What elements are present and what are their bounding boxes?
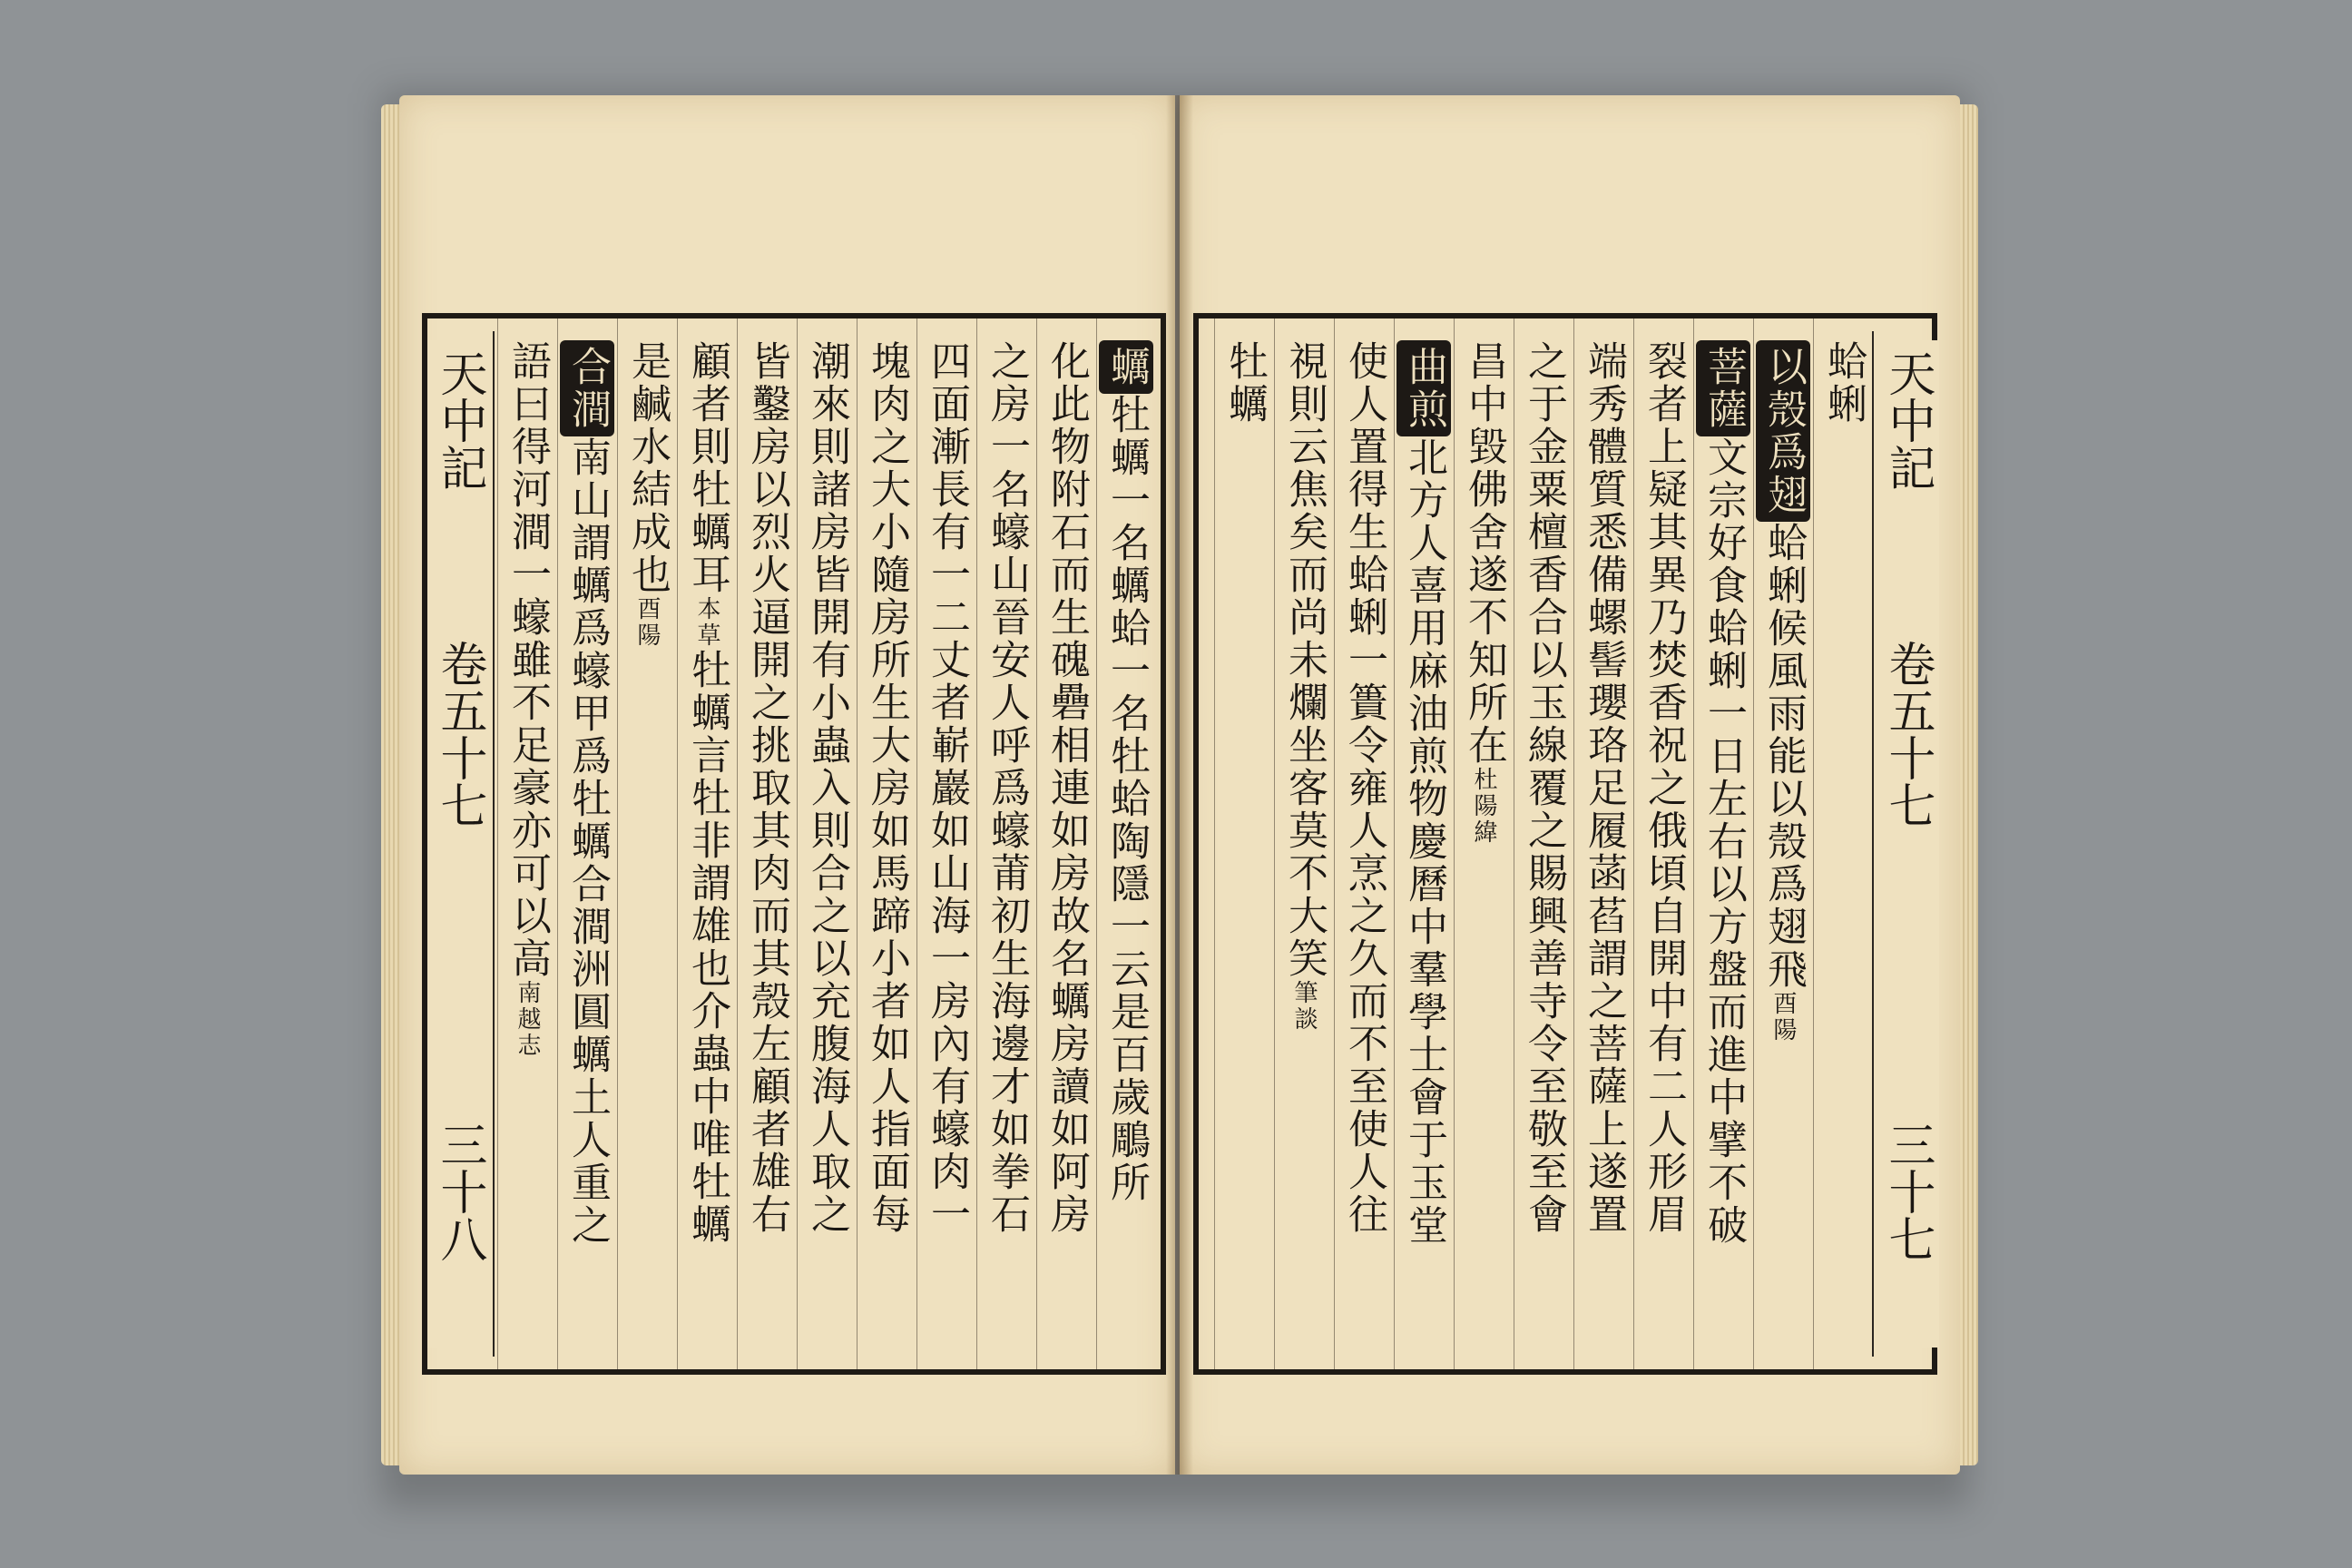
right-column-11: 牡蠣 (1221, 340, 1268, 426)
column-rule (1394, 318, 1395, 1369)
left-column-4: 四面漸長有一二丈者嶄巖如山海一房內有蠔肉一 (924, 340, 970, 1236)
left-column-10-heading: 合澗 (560, 340, 614, 436)
left-column-10: 合澗南山謂蠣爲蠔甲爲牡蠣合澗洲圓蠣土人重之 (560, 340, 614, 1348)
left-column-8: 顧者則牡蠣耳本草牡蠣言牡非謂雄也介蟲中唯牡蠣 (684, 340, 730, 1246)
book-gutter (1166, 95, 1193, 1475)
right-text-frame (1193, 313, 1937, 1375)
right-column-10: 視則云焦矣而尚未爛坐客莫不大笑筆談 (1281, 340, 1328, 1033)
right-column-4: 裂者上疑其異乃焚香祝之俄頃自開中有二人形眉 (1641, 340, 1687, 1236)
left-column-3: 之房一名蠔山晉安人呼爲蠔莆初生海邊才如拳石 (984, 340, 1030, 1236)
right-column-2-heading: 以殼爲翅 (1756, 340, 1810, 522)
column-rule (497, 318, 498, 1369)
right-column-5: 端秀體質悉備螺髻瓔珞足履菡萏謂之菩薩上遂置 (1581, 340, 1627, 1236)
column-rule (916, 318, 917, 1369)
column-rule (1693, 318, 1694, 1369)
column-rule (1454, 318, 1455, 1369)
left-column-6: 潮來則諸房皆開有小蟲入則合之以充腹海人取之 (804, 340, 850, 1236)
left-margin-volume: 卷五十七 (432, 640, 486, 828)
left-column-9: 是鹹水結成也酉陽 (624, 340, 671, 649)
left-column-1-heading: 蠣 (1099, 340, 1153, 394)
left-column-1: 蠣牡蠣一名蠣蛤一名牡蛤陶隱一云是百歲鵰所 (1099, 340, 1153, 1348)
column-rule (1813, 318, 1814, 1369)
right-column-7: 昌中毀佛舍遂不知所在杜陽緯 (1461, 340, 1507, 846)
left-column-5: 塊肉之大小隨房所生大房如馬蹄小者如人指面每 (864, 340, 910, 1236)
right-fold-margin (1876, 340, 1939, 1348)
right-margin-leaf: 三十七 (1880, 1121, 1935, 1262)
column-rule (1633, 318, 1634, 1369)
column-rule (617, 318, 618, 1369)
column-rule (1096, 318, 1097, 1369)
column-rule (976, 318, 977, 1369)
right-column-8: 曲煎北方人喜用麻油煎物慶曆中羣學士會于玉堂 (1396, 340, 1451, 1348)
column-rule (1036, 318, 1037, 1369)
left-column-2: 化此物附石而生磈礨相連如房故名蠣房讀如阿房 (1044, 340, 1090, 1236)
left-fold-rule (493, 331, 495, 1357)
right-column-6: 之于金粟檀香合以玉線覆之賜興善寺令至敬至會 (1521, 340, 1567, 1236)
right-column-3-heading: 菩薩 (1696, 340, 1750, 436)
right-column-2: 以殼爲翅蛤蜊候風雨能以殼爲翅飛酉陽 (1756, 340, 1810, 1348)
left-margin-title: 天中記 (432, 349, 486, 491)
left-column-7: 皆鑿房以烈火逼開之挑取其肉而其殼左顧者雄右 (744, 340, 790, 1236)
right-column-9: 使人置得生蛤蜊一簣令雍人烹之久而不至使人往 (1341, 340, 1387, 1236)
right-column-1: 蛤蜊 (1820, 340, 1867, 426)
column-rule (1214, 318, 1215, 1369)
left-fold-margin (427, 340, 491, 1348)
column-rule (797, 318, 798, 1369)
column-rule (1753, 318, 1754, 1369)
column-rule (557, 318, 558, 1369)
right-fold-rule (1872, 331, 1874, 1357)
right-margin-volume: 卷五十七 (1880, 640, 1935, 828)
column-rule (677, 318, 678, 1369)
column-rule (857, 318, 858, 1369)
column-rule (1573, 318, 1574, 1369)
right-column-3: 菩薩文宗好食蛤蜊一日左右以方盤而進中擘不破 (1696, 340, 1750, 1348)
left-margin-leaf: 三十八 (432, 1121, 486, 1262)
left-text-frame (422, 313, 1166, 1375)
column-rule (1334, 318, 1335, 1369)
right-column-8-heading: 曲煎 (1396, 340, 1451, 436)
left-column-11: 語曰得河澗一蠔雖不足豪亦可以高南越志 (505, 340, 551, 1059)
column-rule (1274, 318, 1275, 1369)
right-margin-title: 天中記 (1880, 349, 1935, 491)
column-rule (737, 318, 738, 1369)
